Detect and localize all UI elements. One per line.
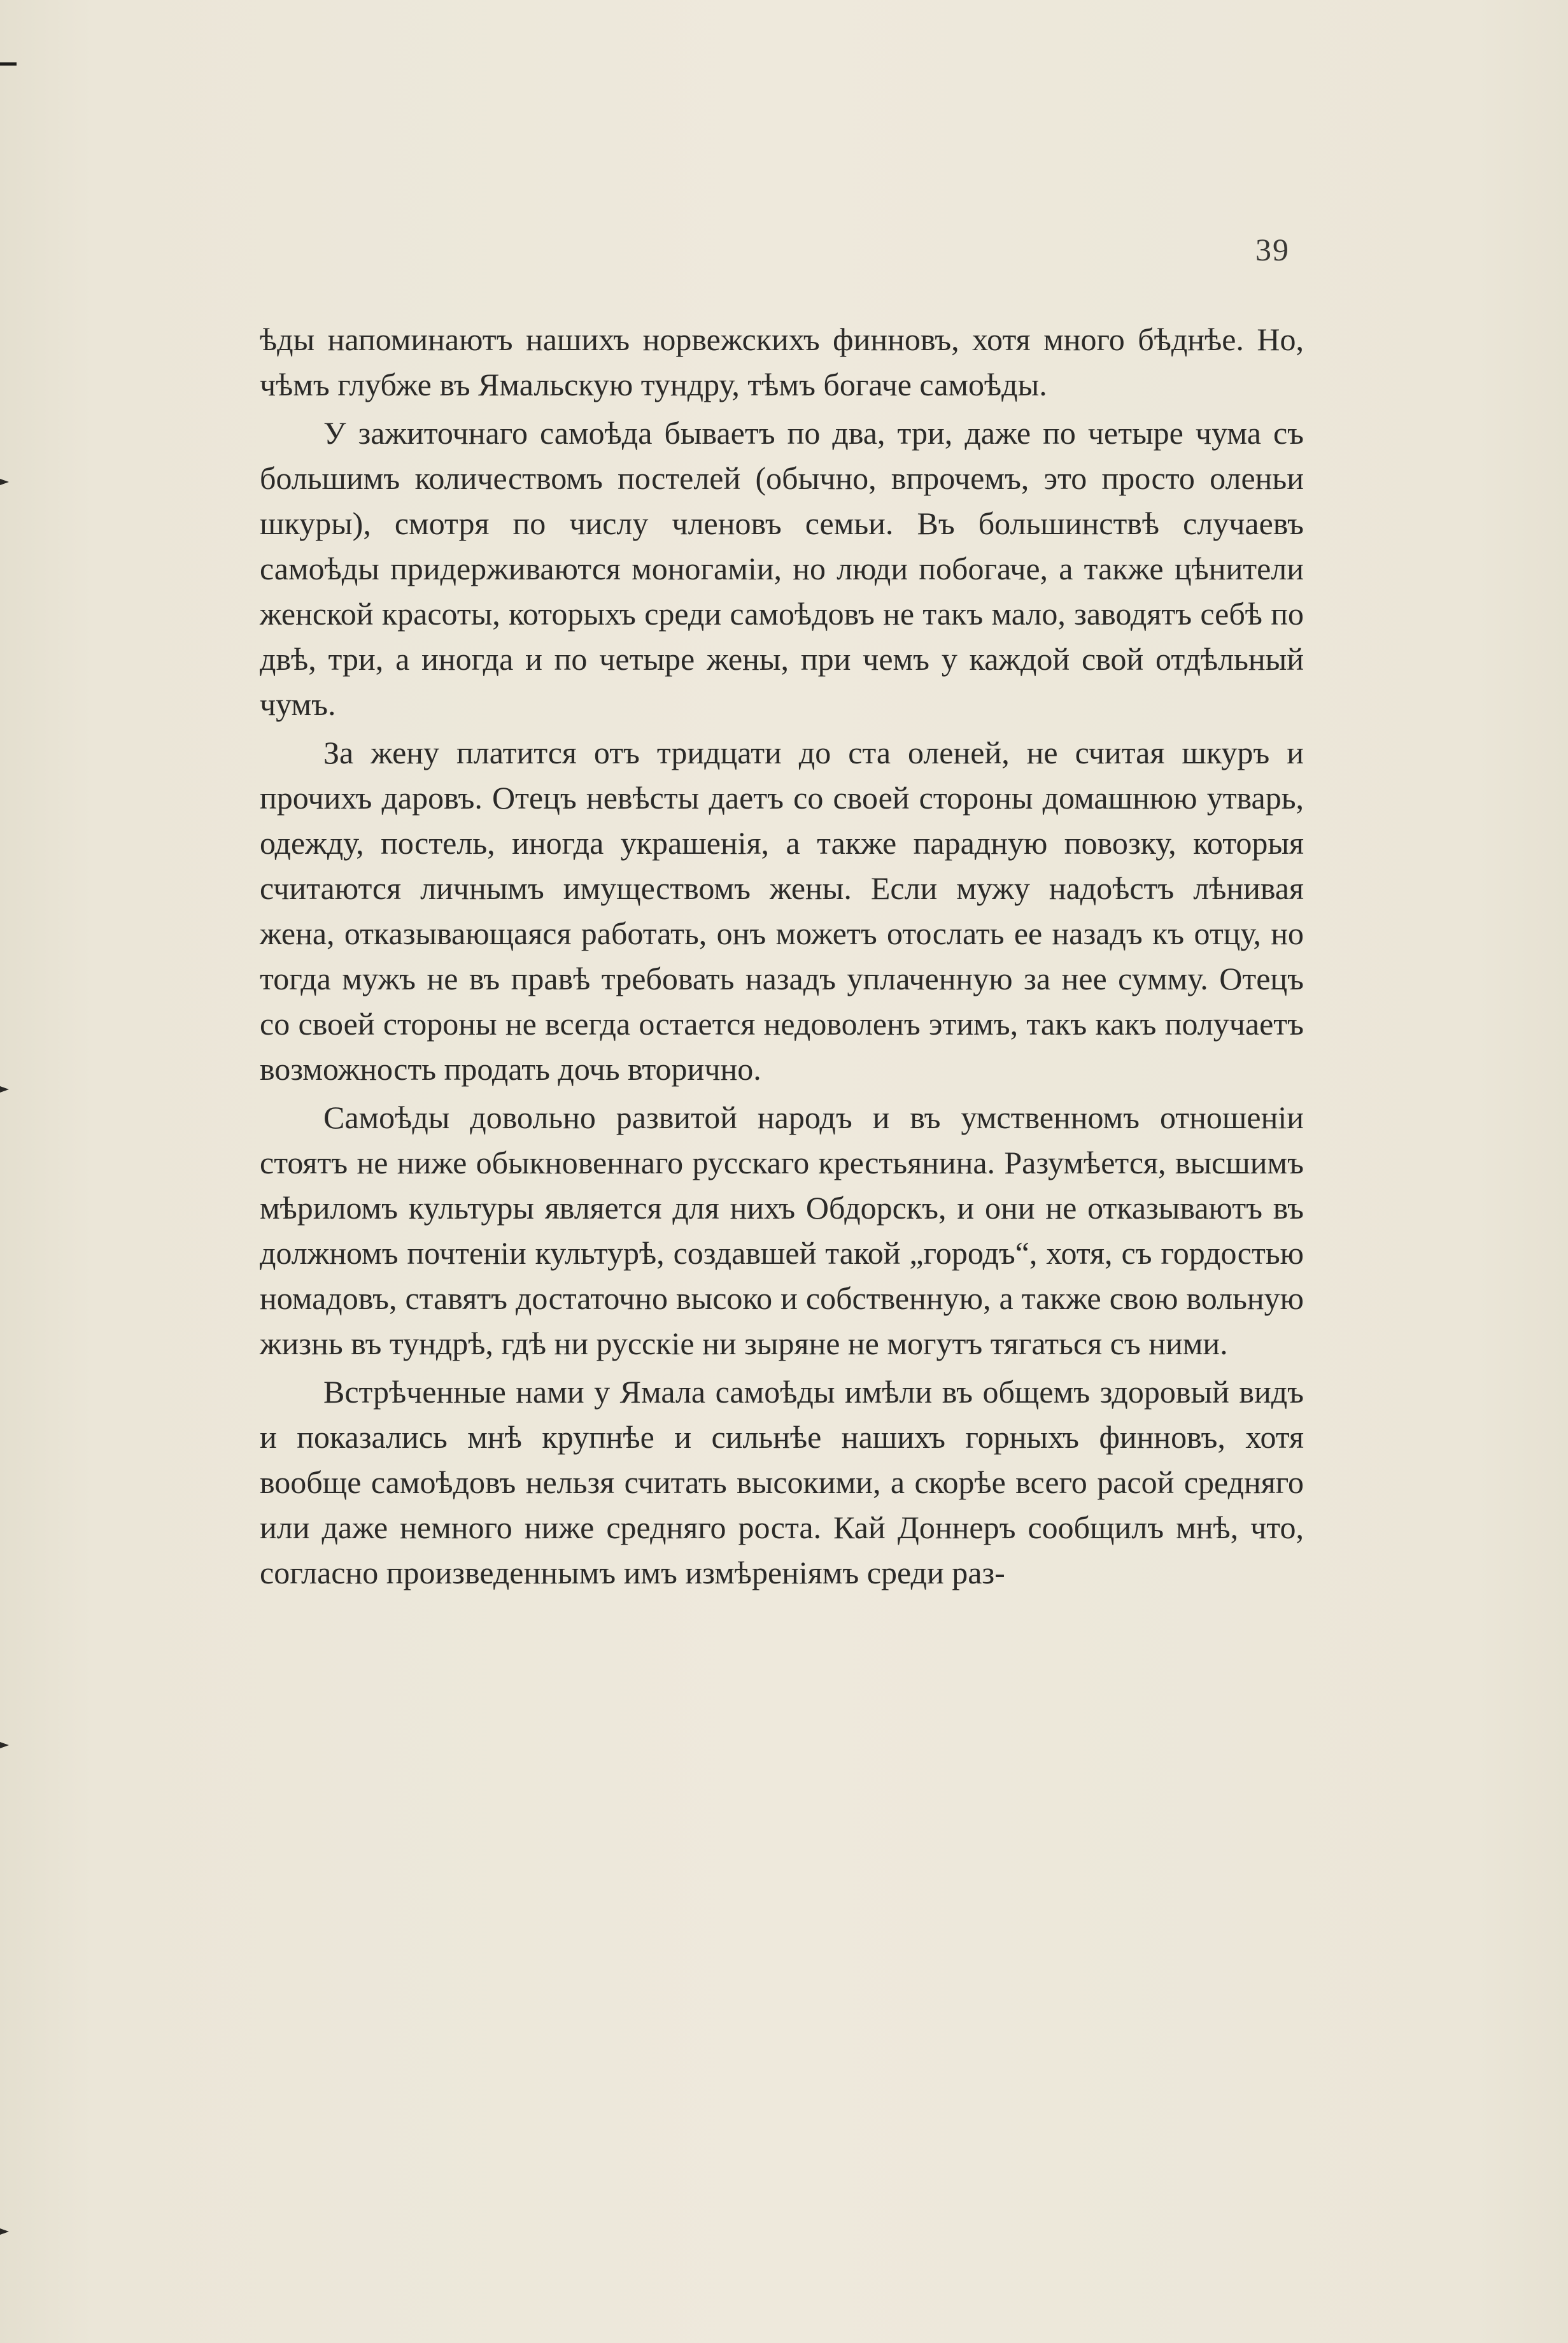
paragraph: Встрѣченные нами у Ямала самоѣды имѣли въ общемъ здоровый видъ и показались мнѣ крупнѣе и сильнѣе нашихъ горныхъ финновъ, хотя вообще самоѣдовъ нельзя считать высокими, а скорѣе всего расой средняго или даже немного ниже средняго роста. Кай Доннеръ сообщилъ мнѣ, что, согласно произведеннымъ имъ измѣреніямъ среди раз-: [260, 1374, 1304, 1590]
binding-mark: [0, 2228, 9, 2235]
binding-mark: [0, 1086, 9, 1093]
binding-mark: [0, 1742, 9, 1748]
paragraph: Самоѣды довольно развитой народъ и въ умственномъ отношеніи стоятъ не ниже обыкновеннаго русскаго крестьянина. Разумѣется, высшимъ мѣриломъ культуры является для нихъ Обдорскъ, и они не отказываютъ въ должномъ почтеніи культурѣ, создавшей такой „городъ“, хотя, съ гордостью номадовъ, ставятъ достаточно высоко и собственную, а также свою вольную жизнь въ тундрѣ, гдѣ ни русскіе ни зыряне не могутъ тягаться съ ними.: [260, 1100, 1304, 1361]
body-text: [260, 317, 1304, 1596]
binding-mark: [0, 62, 17, 66]
page-number: 39: [1255, 232, 1290, 267]
paragraph: За жену платится отъ тридцати до ста оленей, не считая шкуръ и прочихъ даровъ. Отецъ невѣсты даетъ со своей стороны домашнюю утварь, одежду, постель, иногда украшенія, а также парадную повозку, которыя считаются личнымъ имуществомъ жены. Если мужу надоѣстъ лѣнивая жена, отказывающаяся работать, онъ можетъ отослать ее назадъ къ отцу, но тогда мужъ не въ правѣ требовать назадъ уплаченную за нее сумму. Отецъ со своей стороны не всегда остается недоволенъ этимъ, такъ какъ получаетъ возможность продать дочь вторично.: [260, 735, 1304, 1087]
paragraph: У зажиточнаго самоѣда бываетъ по два, три, даже по четыре чума съ большимъ количествомъ постелей (обычно, впрочемъ, это просто оленьи шкуры), смотря по числу членовъ семьи. Въ большинствѣ случаевъ самоѣды придерживаются моногаміи, но люди побогаче, а также цѣнители женской красоты, которыхъ среди самоѣдовъ не такъ мало, заводятъ себѣ по двѣ, три, а иногда и по четыре жены, при чемъ у каждой свой отдѣльный чумъ.: [260, 415, 1304, 722]
paragraph-continued: ѣды напоминаютъ нашихъ норвежскихъ финновъ, хотя много бѣднѣе. Но, чѣмъ глубже въ Ямальскую тундру, тѣмъ богаче самоѣды.: [260, 322, 1304, 402]
binding-mark: [0, 479, 9, 485]
